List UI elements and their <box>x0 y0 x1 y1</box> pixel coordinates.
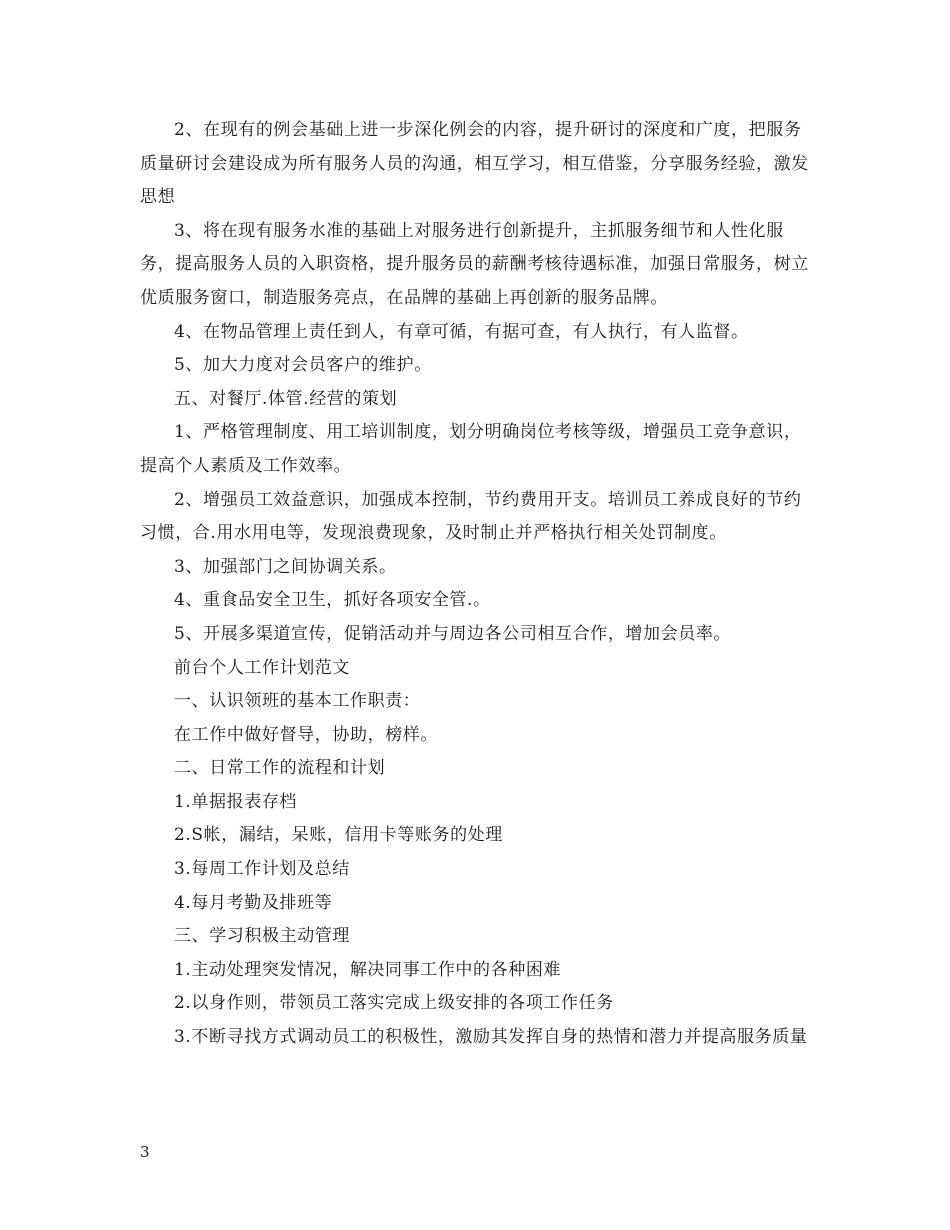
document-body <box>140 114 810 1055</box>
list-item: 3.不断寻找方式调动员工的积极性，激励其发挥自身的热情和潜力并提高服务质量 <box>174 1027 808 1048</box>
section-heading: 二、日常工作的流程和计划 <box>174 758 386 779</box>
paragraph: 2、在现有的例会基础上进一步深化例会的内容，提升研讨的深度和广度，把服务质量研讨会建设成为所有服务人员的沟通，相互学习，相互借鉴，分享服务经验，激发思想 <box>140 120 809 208</box>
section-heading: 一、认识领班的基本工作职责： <box>174 691 421 712</box>
list-item: 2.S帐，漏结，呆账，信用卡等账务的处理 <box>174 825 503 846</box>
list-item: 3.每周工作计划及总结 <box>174 859 350 880</box>
paragraph: 在工作中做好督导，协助，榜样。 <box>174 724 438 745</box>
section-heading: 三、学习积极主动管理 <box>174 926 350 947</box>
paragraph: 4、在物品管理上责任到人，有章可循，有据可查，有人执行，有人监督。 <box>174 321 749 342</box>
page-number: 3 <box>140 1143 150 1161</box>
section-heading: 五、对餐厅.体管.经营的策划 <box>174 388 398 409</box>
paragraph: 3、将在现有服务水准的基础上对服务进行创新提升，主抓服务细节和人性化服务，提高服务人员的入职资格，提升服务员的薪酬考核待遇标准，加强日常服务，树立优质服务窗口，制造服务亮点，在品牌的基础上再创新的服务品牌。 <box>140 220 809 308</box>
list-item: 2.以身作则，带领员工落实完成上级安排的各项工作任务 <box>174 993 614 1014</box>
paragraph: 4、重食品安全卫生，抓好各项安全管.。 <box>174 590 491 611</box>
paragraph: 2、增强员工效益意识，加强成本控制，节约费用开支。培训员工养成良好的节约习惯，合.用水用电等，发现浪费现象，及时制止并严格执行相关处罚制度。 <box>140 489 802 544</box>
paragraph: 5、开展多渠道宣传，促销活动并与周边各公司相互合作，增加会员率。 <box>174 623 732 644</box>
paragraph: 1、严格管理制度、用工培训制度，划分明确岗位考核等级，增强员工竞争意识，提高个人素质及工作效率。 <box>140 422 802 476</box>
document-subtitle: 前台个人工作计划范文 <box>174 657 350 678</box>
paragraph: 3、加强部门之间协调关系。 <box>174 556 397 577</box>
list-item: 4.每月考勤及排班等 <box>174 892 333 913</box>
paragraph: 5、加大力度对会员客户的维护。 <box>174 355 432 376</box>
list-item: 1.单据报表存档 <box>174 791 298 812</box>
list-item: 1.主动处理突发情况，解决同事工作中的各种困难 <box>174 959 562 980</box>
